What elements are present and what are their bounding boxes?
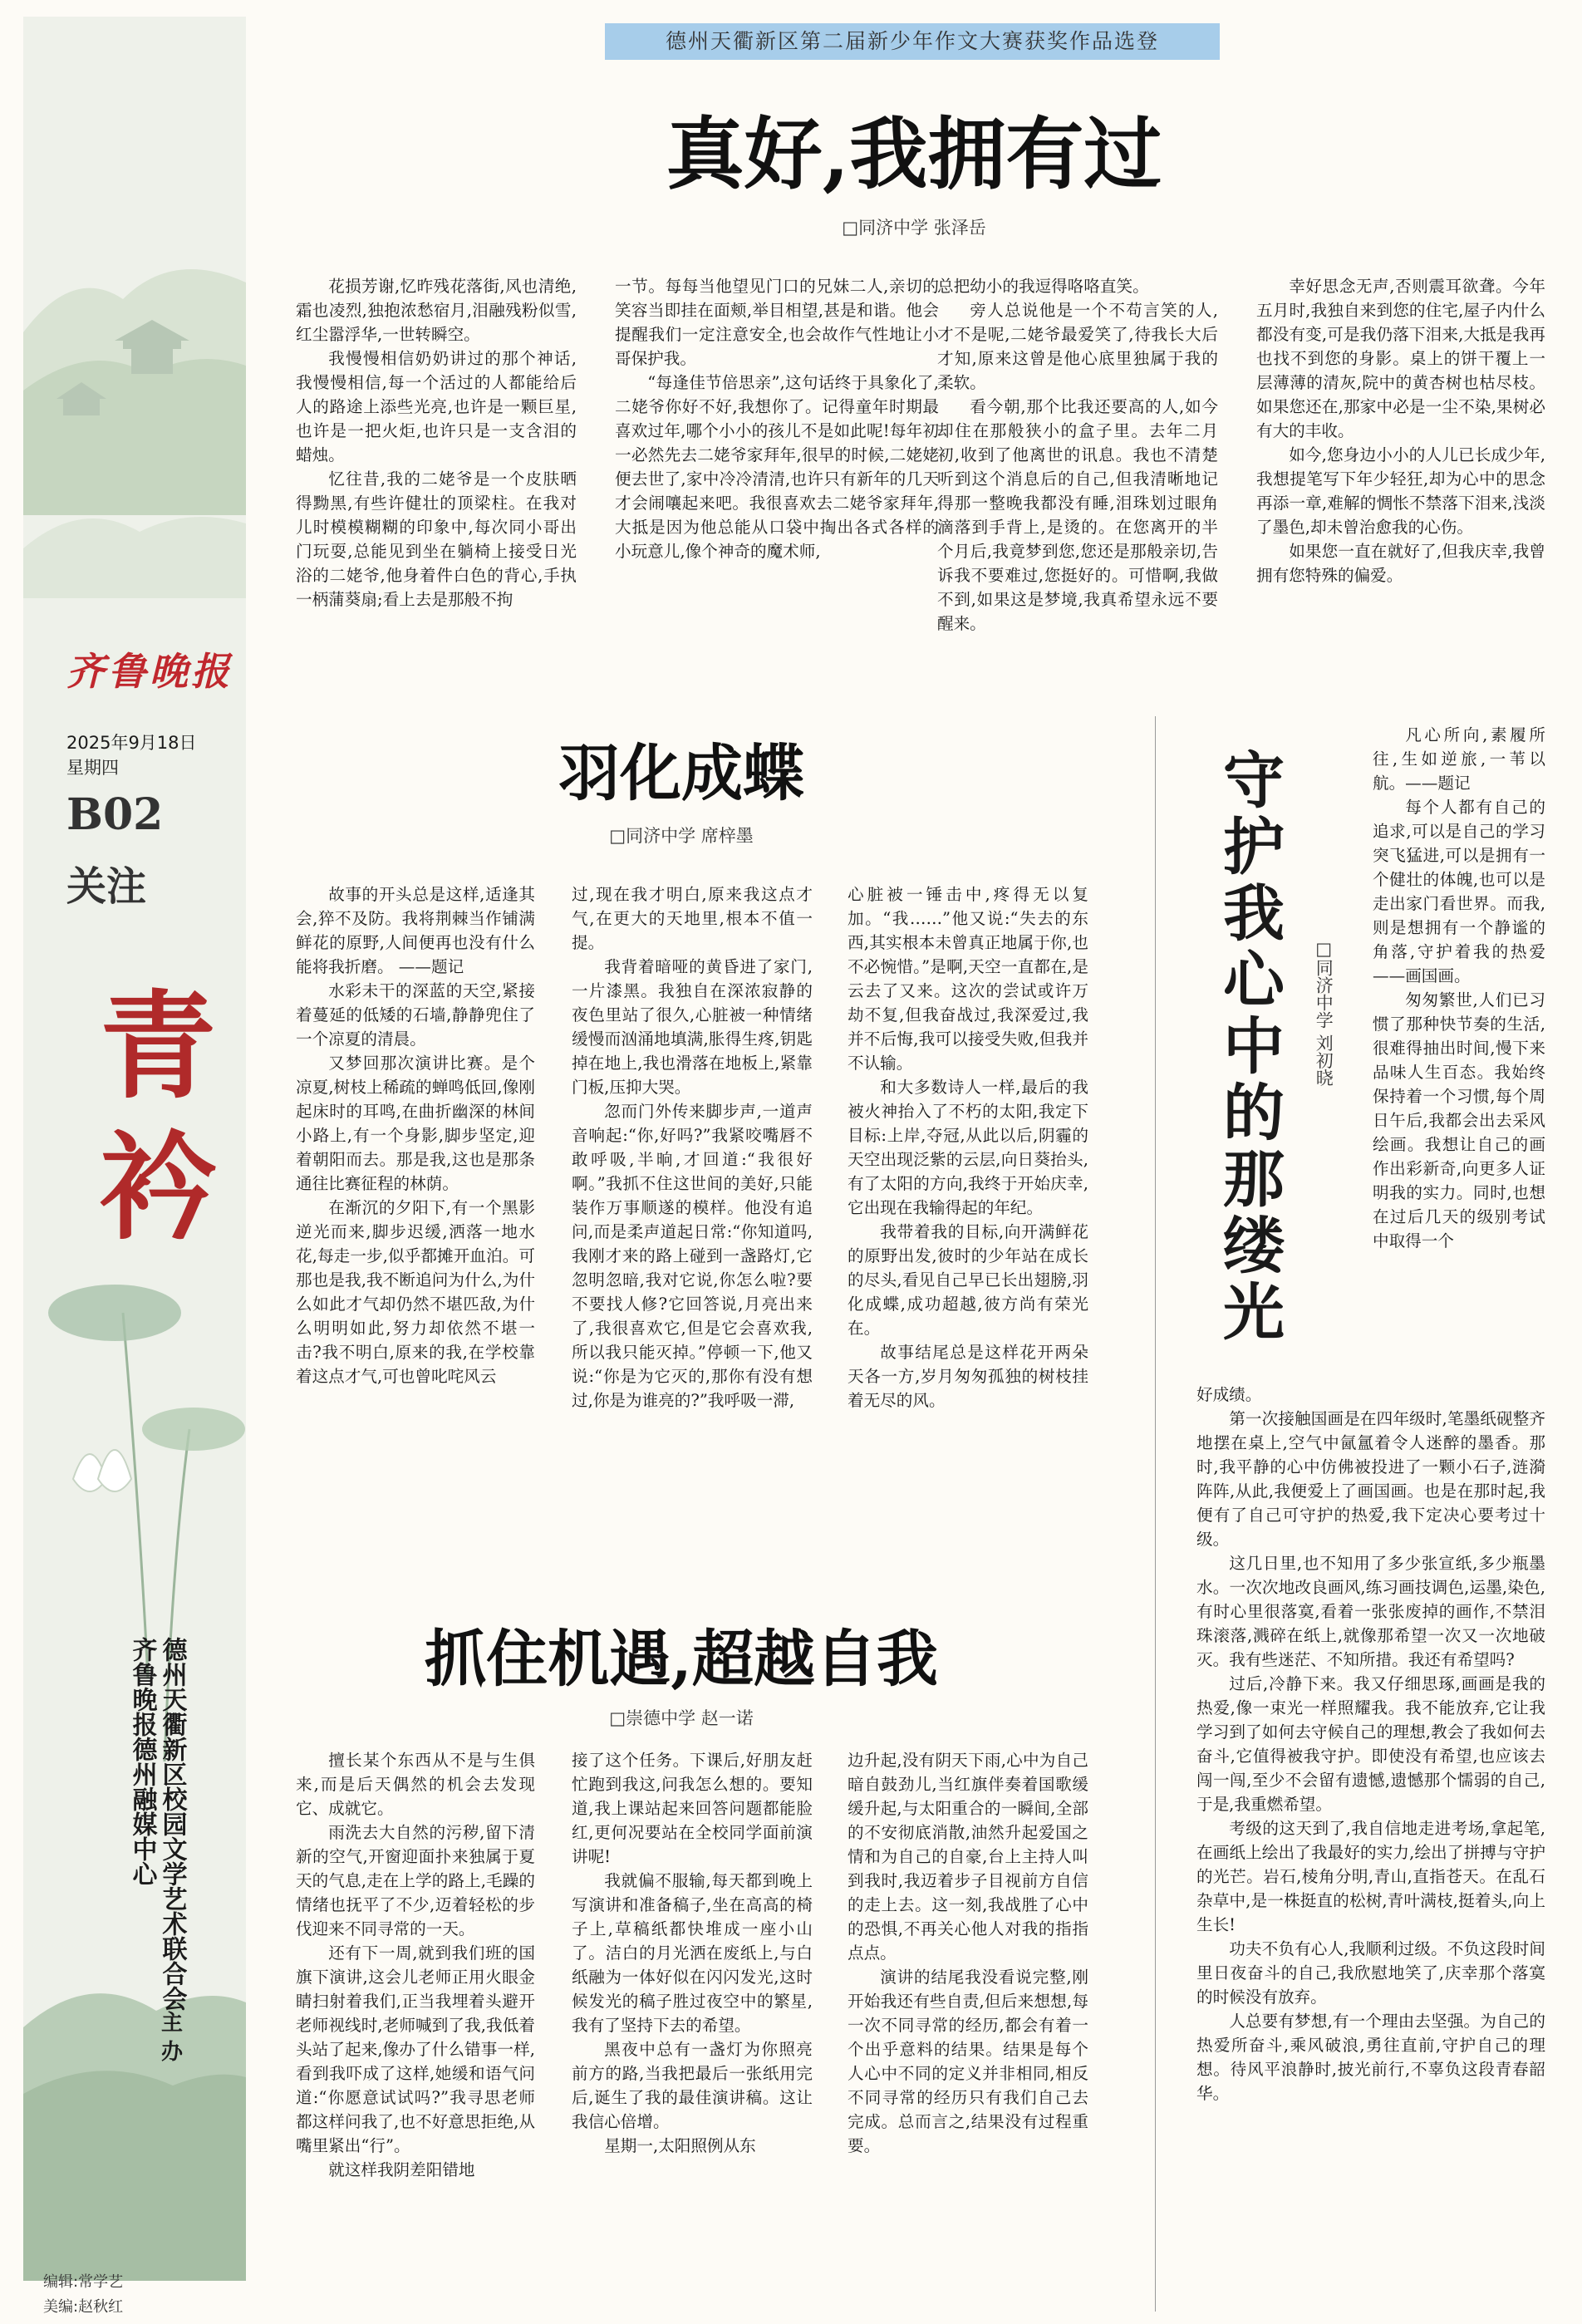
paragraph: 如今,您身边小小的人儿已长成少年,我想提笔写下年少轻狂,却为心中的思念再添一章,难解的惆怅不禁落下泪来,浅淡了墨色,却未曾治愈我的心伤。 xyxy=(1256,445,1545,537)
article2-col-3 xyxy=(848,882,1088,1539)
paragraph: 看今朝,那个比我还要高的人,如今却住在那般狭小的盒子里。去年二月初,收到了他离世的讯息。我也不清楚听到这个消息后的自己,但我清晰地记得那一整晚我都没有睡,泪珠划过眼角滴落到手背上,是烫的。在您离开的半个月后,我竟梦到您,您还是那般亲切,告诉我不要难过,您挺好的。可惜啊,我做不到,如果这是梦境,我真希望永远不要醒来。 xyxy=(937,397,1218,633)
article4-col-wide xyxy=(1196,1383,1545,2305)
paragraph: 过后,冷静下来。我又仔细思琢,画画是我的热爱,像一束光一样照耀我。我不能放弃,它让我学习到了如何去守候自己的理想,教会了我如何去奋斗,它值得被我守护。即使没有希望,也应该去闯一闯,至少不会留有遗憾,遗憾那个懦弱的自己,于是,我重燃希望。 xyxy=(1196,1674,1545,1814)
paragraph: 过,现在我才明白,原来我这点才气,在更大的天地里,根本不值一提。 xyxy=(572,885,813,952)
article2-title: 羽化成蝶 xyxy=(558,738,804,809)
newspaper-logo: 齐鲁晚报 xyxy=(66,649,233,694)
paragraph: 故事结尾总是这样花开两朵天各一方,岁月匆匆孤独的树枝挂着无尽的风。 xyxy=(848,1343,1088,1410)
paragraph: 这几日里,也不知用了多少张宣纸,多少瓶墨水。一次次地改良画风,练习画技调色,运墨,染色,有时心里很落寞,看着一张张废掉的画作,不禁泪珠滚落,溅碎在纸上,就像那希望一次又一次地破灭。我有些迷茫、不知所措。我还有希望吗? xyxy=(1196,1554,1545,1669)
article2-byline: □同济中学 席梓墨 xyxy=(609,826,754,846)
article3-col-3 xyxy=(848,1748,1088,2297)
organizer-2: 齐鲁晚报德州融媒中心 xyxy=(127,1637,157,1886)
paragraph: 每个人都有自己的追求,可以是自己的学习突飞猛进,可以是拥有一个健壮的体魄,也可以是走出家门看世界。而我,则是想拥有一个静谧的角落,守护着我的热爱——画国画。 xyxy=(1373,798,1545,985)
paragraph: 凡心所向,素履所往,生如逆旅,一苇以航。——题记 xyxy=(1373,725,1545,793)
column-name-char-1: 青 xyxy=(100,979,217,1115)
paragraph: 幸好思念无声,否则震耳欲聋。今年五月时,我独自来到您的住宅,屋子内什么都没有变,可是我仍落下泪来,大抵是我再也找不到您的身影。桌上的饼干覆上一层薄薄的清灰,院中的黄杏树也枯尽枝。如果您还在,那家中必是一尘不染,果树必有大的丰收。 xyxy=(1256,277,1545,440)
paragraph: 故事的开头总是这样,适逢其会,猝不及防。我将荆棘当作铺满鲜花的原野,人间便再也没有什么能将我折磨。 ——题记 xyxy=(296,885,535,976)
paragraph: 忽而门外传来脚步声,一道声音响起:“你,好吗?”我紧咬嘴唇不敢呼吸,半晌,才回道:“我很好啊。”我抓不住这世间的美好,只能装作万事顺遂的模样。他没有追问,而是柔声道起日常:“你知道吗,我刚才来的路上碰到一盏路灯,它忽明忽暗,我对它说,你怎么啦?要不要找人修?它回答说,月亮出来了,我很喜欢它,但是它会喜欢我,所以我只能灭掉。”停顿一下,他又说:“你是为它灭的,那你有没有想过,你是为谁亮的?”我呼吸一滞, xyxy=(572,1102,813,1410)
paragraph: 和大多数诗人一样,最后的我被火神抬入了不朽的太阳,我定下目标:上岸,夺冠,从此以后,阴霾的天空出现泛紫的云层,向日葵抬头,有了太阳的方向,我终于开始庆幸,它出现在我输得起的年纪。 xyxy=(848,1078,1088,1217)
section-name: 关注 xyxy=(66,863,147,910)
paragraph: 雨洗去大自然的污秽,留下清新的空气,开窗迎面扑来独属于夏天的气息,走在上学的路上,毛躁的情绪也抚平了不少,迈着轻松的步伐迎来不同寻常的一天。 xyxy=(296,1823,535,1938)
article1-col-1 xyxy=(296,274,577,673)
column-name-char-2: 衿 xyxy=(100,1120,217,1256)
article4-col-narrow xyxy=(1373,723,1545,1379)
paragraph: 一节。每每当他望见门口的兄妹二人,亲切的笑容当即挂在面颊,举目相望,甚是和谐。他会提醒我们一定注意安全,也会故作气性地让小哥保护我。 xyxy=(615,277,939,368)
article4-title: 守护我心中的那缕光 xyxy=(1213,748,1285,1346)
article1-byline: □同济中学 张泽岳 xyxy=(842,218,986,238)
designer-credit: 美编:赵秋红 xyxy=(43,2298,124,2316)
article1-col-2 xyxy=(615,274,939,673)
article2-col-2 xyxy=(572,882,813,1539)
paragraph: 第一次接触国画是在四年级时,笔墨纸砚整齐地摆在桌上,空气中氤氲着令人迷醉的墨香。那时,我平静的心中仿佛被投进了一颗小石子,涟漪阵阵,从此,我便爱上了画国画。也是在那时起,我便有了自己可守护的热爱,我下定决心要考过十级。 xyxy=(1196,1409,1545,1549)
paragraph: 忆往昔,我的二姥爷是一个皮肤晒得黝黑,有些许健壮的顶梁柱。在我对儿时模模糊糊的印象中,每次同小哥出门玩耍,总能见到坐在躺椅上接受日光浴的二姥爷,他身着件白色的背心,手执一柄蒲葵扇;看上去是那般不拘 xyxy=(296,469,577,609)
article3-byline: □崇德中学 赵一诺 xyxy=(609,1708,754,1728)
paragraph: 考级的这天到了,我自信地走进考场,拿起笔,在画纸上绘出了我最好的实力,绘出了拼搏与守护的光芒。岩石,棱角分明,青山,直指苍天。在乱石杂草中,是一株挺直的松树,青叶满枝,挺着头,向上生长! xyxy=(1196,1819,1545,1934)
paragraph: 演讲的结尾我没看说完整,刚开始我还有些自责,但后来想想,每一次不同寻常的经历,都会有着一个出乎意料的结果。结果是每个人心中不同的定义并非相同,相反不同寻常的经历只有我们自己去完成。总而言之,结果没有过程重要。 xyxy=(848,1968,1088,2155)
article3-col-2 xyxy=(572,1748,813,2297)
paragraph: 擅长某个东西从不是与生俱来,而是后天偶然的机会去发现它、成就它。 xyxy=(296,1751,535,1818)
issue-date: 2025年9月18日 xyxy=(66,733,197,753)
article2-col-1 xyxy=(296,882,535,1539)
paragraph: 接了这个任务。下课后,好朋友赶忙跑到我这,问我怎么想的。要知道,我上课站起来回答问题都能脸红,更何况要站在全校同学面前演讲呢! xyxy=(572,1751,813,1866)
article1-col-4 xyxy=(1256,274,1545,673)
paragraph: “每逢佳节倍思亲”,这句话终于具象化了,二姥爷你好不好,我想你了。记得童年时期最喜欢过年,哪个小小的孩儿不是如此呢!每年初一必然先去二姥爷家拜年,很早的时候,二姥姥便去世了,家中冷冷清清,也许只有新年的几天才会闹嚷起来吧。我很喜欢去二姥爷家拜年,大抵是因为他总能从口袋中掏出各式各样的小玩意儿,像个神奇的魔术师, xyxy=(615,373,939,561)
article3-col-1 xyxy=(296,1748,535,2297)
article1-col-3 xyxy=(937,274,1218,673)
paragraph: 功夫不负有心人,我顺利过级。不负这段时间里日夜奋斗的自己,我欣慰地笑了,庆幸那个落寞的时候没有放弃。 xyxy=(1196,1939,1545,2007)
column-divider xyxy=(1155,716,1156,2312)
page-number: B02 xyxy=(66,789,164,840)
issue-weekday: 星期四 xyxy=(66,758,119,778)
paragraph: 我就偏不服输,每天都到晚上写演讲和准备稿子,坐在高高的椅子上,草稿纸都快堆成一座小山了。洁白的月光洒在废纸上,与白纸融为一体好似在闪闪发光,这时候发光的稿子胜过夜空中的繁星,我有了坚持下去的希望。 xyxy=(572,1871,813,2035)
paragraph: 水彩未干的深蓝的天空,紧接着蔓延的低矮的石墙,静静兜住了一个凉夏的清晨。 xyxy=(296,981,535,1049)
paragraph: 花损芳谢,忆昨残花落街,风也清绝,霜也凌烈,独抱浓愁宿月,泪融残粉似雪,红尘嚣浮华,一世转瞬空。 xyxy=(296,277,577,344)
paragraph: 人总要有梦想,有一个理由去坚强。为自己的热爱所奋斗,乘风破浪,勇往直前,守护自己的理想。待风平浪静时,披光前行,不辜负这段青春韶华。 xyxy=(1196,2012,1545,2103)
paragraph: 匆匆繁世,人们已习惯了那种快节奏的生活,很难得抽出时间,慢下来品味人生百态。我始终保持着一个习惯,每个周日午后,我都会出去采风绘画。我想让自己的画作出彩新奇,向更多人证明我的实力。同时,也想在过后几天的级别考试中取得一个 xyxy=(1373,990,1545,1250)
paragraph: 在渐沉的夕阳下,有一个黑影逆光而来,脚步迟缓,洒落一地水花,每走一步,似乎都摊开血泊。可那也是我,我不断追问为什么,为什么如此才气却仍然不堪匹敌,为什么明明如此,努力却依然不堪一击?我不明白,原来的我,在学校靠着这点才气,可也曾叱咤风云 xyxy=(296,1198,535,1386)
paragraph: 星期一,太阳照例从东 xyxy=(604,2136,756,2155)
article3-title: 抓住机遇,超越自我 xyxy=(425,1624,938,1695)
article1-title: 真好,我拥有过 xyxy=(666,109,1162,200)
paragraph: 还有下一周,就到我们班的国旗下演讲,这会儿老师正用火眼金睛扫射着我们,正当我埋着头避开老师视线时,老师喊到了我,我低着头站了起来,像办了什么错事一样,看到我吓成了这样,她缓和语气问道:“你愿意试试吗?”我寻思老师都这样问我了,也不好意思拒绝,从嘴里紧出“行”。 xyxy=(296,1943,535,2155)
paragraph: 如果您一直在就好了,但我庆幸,我曾拥有您特殊的偏爱。 xyxy=(1256,542,1545,585)
paragraph: 就这样我阴差阳错地 xyxy=(328,2160,475,2179)
paragraph: 黑夜中总有一盏灯为你照亮前方的路,当我把最后一张纸用完后,诞生了我的最佳演讲稿。这让我信心倍增。 xyxy=(572,2040,813,2131)
paragraph: 我带着我的目标,向开满鲜花的原野出发,彼时的少年站在成长的尽头,看见自己早已长出翅膀,羽化成蝶,成功超越,彼方尚有荣光在。 xyxy=(848,1222,1088,1338)
sidebar xyxy=(23,17,246,2281)
paragraph: 总把幼小的我逗得咯咯直笑。 xyxy=(937,277,1149,296)
editor-credit: 编辑:常学艺 xyxy=(43,2273,124,2291)
article4-byline: □同济中学 刘初晓 xyxy=(1314,939,1334,1087)
paragraph: 好成绩。 xyxy=(1196,1385,1262,1404)
series-banner: 德州天衢新区第二届新少年作文大赛获奖作品选登 xyxy=(605,23,1220,60)
paragraph: 旁人总说他是一个不苟言笑的人,才不是呢,二姥爷最爱笑了,待我长大后才知,原来这曾是他心底里独属于我的柔软。 xyxy=(937,301,1218,392)
paragraph: 边升起,没有阴天下雨,心中为自己暗自鼓劲儿,当红旗伴奏着国歌缓缓升起,与太阳重合的一瞬间,全部的不安彻底消散,油然升起爱国之情和为自己的自豪,台上主持人叫到我时,我迈着步子目视前方自信的走上去。这一刻,我战胜了心中的恐惧,不再关心他人对我的指指点点。 xyxy=(848,1751,1088,1963)
paragraph: 我慢慢相信奶奶讲过的那个神话,我慢慢相信,每一个活过的人都能给后人的路途上添些光亮,也许是一颗巨星,也许是一把火炬,也许只是一支含泪的蜡烛。 xyxy=(296,349,577,464)
paragraph: 心脏被一锤击中,疼得无以复加。“我……”他又说:“失去的东西,其实根本未曾真正地属于你,也不必惋惜。”是啊,天空一直都在,是云去了又来。这次的尝试或许万劫不复,但我奋战过,我深爱过,我并不后悔,我可以接受失败,但我并不认输。 xyxy=(848,885,1088,1073)
organizer-role: 主 办 xyxy=(157,2011,183,2062)
organizer-1: 德州天衢新区校园文学艺术联合会 xyxy=(157,1637,187,2011)
paragraph: 又梦回那次演讲比赛。是个凉夏,树枝上稀疏的蝉鸣低回,像刚起床时的耳鸣,在曲折幽深的林间小路上,有一个身影,脚步坚定,迎着朝阳而去。那是我,这也是那条通往比赛征程的林荫。 xyxy=(296,1054,535,1193)
paragraph: 我背着暗哑的黄昏进了家门,一片漆黑。我独自在深浓寂静的夜色里站了很久,心脏被一种情绪缓慢而汹涌地填满,胀得生疼,钥匙掉在地上,我也滑落在地板上,紧靠门板,压抑大哭。 xyxy=(572,957,813,1097)
